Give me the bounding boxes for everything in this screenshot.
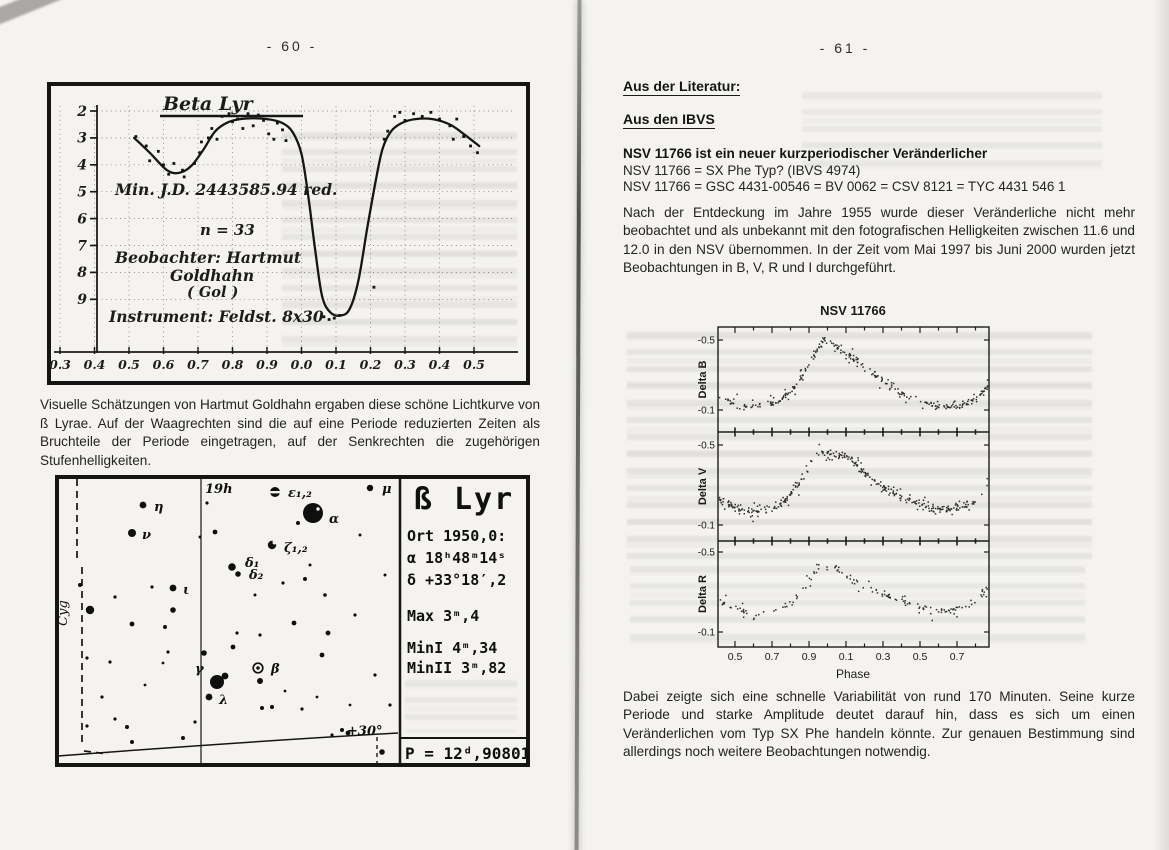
instrument-annotation: Instrument: Feldst. 8x30 <box>109 307 324 326</box>
nsv-x-tick-label: 0.5 <box>727 651 743 663</box>
star-dot <box>231 645 236 650</box>
nsv-x-tick-label: 0.7 <box>764 651 780 663</box>
minimum-annotation: Min. J.D. 2443585.94 red. <box>115 180 338 199</box>
star-dot <box>181 736 185 740</box>
n-annotation: n = 33 <box>200 221 255 239</box>
beta-y-tick-label: 7 <box>77 238 87 255</box>
page-number-right: - 61 - <box>819 40 871 56</box>
star-dot <box>206 694 213 701</box>
star-dot <box>257 678 263 684</box>
star-labels <box>142 482 392 739</box>
star-name: ß Lyr <box>413 482 515 517</box>
page-61 <box>582 0 1169 850</box>
star-dot <box>367 485 373 491</box>
beta-x-tick-label: 0.0 <box>290 357 313 372</box>
plot-frame <box>718 327 989 647</box>
star-dot <box>166 650 169 653</box>
beta-x-tick-label: 0.5 <box>463 357 485 372</box>
beta-x-tick-label: 0.8 <box>221 357 244 372</box>
star-dot <box>300 707 303 710</box>
star-dot <box>113 595 116 598</box>
star-dot <box>349 704 352 707</box>
nsv-11766-figure <box>697 298 997 690</box>
beta-x-tick-label: 0.9 <box>256 357 278 372</box>
beta-y-tick-label: 9 <box>77 292 87 309</box>
star-dot <box>170 585 177 592</box>
beta-y-tick-label: 8 <box>77 265 87 282</box>
star-dot <box>303 503 323 523</box>
star-dot <box>85 656 88 659</box>
star-dot <box>205 501 208 504</box>
nsv-panel-ylabel: Delta R <box>697 575 709 613</box>
constellation-label-cyg: Cyg <box>56 600 71 626</box>
beta-lyr-lightcurve-figure <box>47 82 530 385</box>
max-line: Max 3ᵐ,4 <box>407 607 480 625</box>
epsilon-star-slash <box>269 491 282 493</box>
beta-lyr-finder-chart-figure <box>55 475 530 767</box>
star-dot <box>130 740 134 744</box>
beta-lyr-finder-chart <box>55 475 530 767</box>
star-dot <box>296 521 300 525</box>
star-dot <box>78 583 82 587</box>
section-heading-ibvs <box>623 111 715 129</box>
star-label: ζ₁,₂ <box>284 541 308 556</box>
star-label: λ <box>219 693 229 708</box>
figure-caption: Visuelle Schätzungen von Hartmut Goldhahn ergaben diese schöne Lichtkurve von ß Lyrae. Auf der Waagrechten sind die auf eine Periode reduzierten Zeiten als Bruchteile der Periode eingetragen, auf der Senkrechten die zugehörigen Stufenhelligkeiten. <box>40 397 541 468</box>
star-dot <box>309 564 312 567</box>
beta-grid <box>49 104 518 372</box>
page-number-left: - 60 - <box>266 38 318 54</box>
nsv-x-tick-label: 0.9 <box>801 651 817 663</box>
star-dot <box>260 706 264 710</box>
constellation-boundary-dashed <box>77 479 108 754</box>
nsv-x-tick-label: 0.5 <box>912 651 928 663</box>
variable-star-dot-beta <box>256 666 260 670</box>
article-paragraph-2: Dabei zeigte sich eine schnelle Variabilität von rund 170 Minuten. Seine kurze Periode und starke Amplitude deutet darauf hin, dass es sich um einen Veränderlichen vom Typ SX Phe handeln könnte. Zur genauen Bestimmung sind allerdings noch weitere Beobachtungen notwendig. <box>623 689 1135 759</box>
star-dot <box>388 703 391 706</box>
identification-line-1: NSV 11766 = SX Phe Typ? (IBVS 4974) <box>623 163 861 178</box>
star-dot <box>163 625 167 629</box>
star-dot <box>150 585 153 588</box>
nsv-data-points-1 <box>719 337 989 410</box>
observer-annotation: Beobachter: Hartmut <box>115 248 302 267</box>
nsv-y-tick-label: -0.5 <box>697 547 715 559</box>
beta-x-tick-label: 0.1 <box>325 357 347 372</box>
star-dot <box>162 662 165 665</box>
x-axis-label: Phase <box>835 667 871 681</box>
star-label: δ₂ <box>249 568 264 583</box>
identification-line-2: NSV 11766 = GSC 4431-00546 = BV 0062 = CSV 8121 = TYC 4431 546 1 <box>623 179 1066 194</box>
star-label: ν <box>142 528 152 543</box>
nsv-x-tick-label: 0.1 <box>838 651 854 663</box>
star-dot <box>258 633 261 636</box>
nsv-panel-ylabel: Delta B <box>697 360 709 399</box>
star-dot <box>330 733 333 736</box>
nsv-y-tick-label: -0.5 <box>697 440 715 452</box>
beta-y-tick-label: 4 <box>77 157 87 174</box>
star-dot <box>292 621 297 626</box>
ra-line: α 18ʰ48ᵐ14ˢ <box>407 549 507 567</box>
nsv-data-points-3 <box>720 564 988 621</box>
star-dot <box>235 571 241 577</box>
observer-annotation-3: ( Gol ) <box>187 284 239 301</box>
star-dot <box>326 631 331 636</box>
star-dot <box>222 673 229 680</box>
period-line: P = 12ᵈ,90801 <box>405 744 530 763</box>
star-dot <box>100 695 103 698</box>
star-label: ε₁,₂ <box>288 486 312 501</box>
chart-body <box>697 327 989 663</box>
page-60 <box>0 0 577 850</box>
star-dot <box>144 684 147 687</box>
star-dot <box>128 529 136 537</box>
nsv-data-points-2 <box>719 444 988 522</box>
star-dot <box>213 530 218 535</box>
beta-x-tick-label: 0.7 <box>187 357 209 372</box>
star-dot <box>125 725 129 729</box>
nsv-x-tick-label: 0.7 <box>949 651 965 663</box>
star-dot <box>235 631 238 634</box>
zeta-star-notch <box>273 541 277 545</box>
beta-x-tick-label: 0.5 <box>118 357 140 372</box>
star-label: α <box>329 512 340 527</box>
nsv-y-tick-label: -0.1 <box>697 627 715 639</box>
star-dot <box>340 728 344 732</box>
star-dot <box>359 534 362 537</box>
dec-line: δ +33°18′,2 <box>407 571 507 589</box>
star-dot <box>373 673 376 676</box>
beta-lyr-lightcurve-chart <box>47 82 530 385</box>
star-label: γ <box>195 662 204 677</box>
chart-title: Beta Lyr <box>163 93 253 115</box>
star-dot <box>86 606 94 614</box>
beta-x-tick-label: 0.3 <box>49 357 71 372</box>
star-dot <box>170 607 176 613</box>
section-heading-literatur-text: Aus der Literatur: <box>623 78 741 94</box>
chart-title: NSV 11766 <box>820 303 886 318</box>
beta-y-tick-label: 5 <box>77 184 87 201</box>
article-paragraph-1: Nach der Entdeckung im Jahre 1955 wurde dieser Veränderliche nicht mehr beobachtet und als unbekannt mit den fotografischen Helligkeiten zwischen 11.6 und 12.0 in den NSV übernommen. In der Zeit vom Mai 1997 bis Juni 2000 wurden jetzt Beobachtungen in B, V, R und I durchgeführt. <box>623 205 1135 275</box>
min2-line: MinII 3ᵐ,82 <box>407 659 507 677</box>
star-dot <box>193 720 196 723</box>
nsv-x-tick-label: 0.3 <box>875 651 891 663</box>
min1-line: MinI 4ᵐ,34 <box>407 639 498 657</box>
star-dot <box>303 577 307 581</box>
star-dot <box>108 660 111 663</box>
star-dot <box>379 749 385 755</box>
star-label: +30° <box>347 724 383 739</box>
beta-x-tick-label: 0.3 <box>394 357 416 372</box>
nsv-y-tick-label: -0.1 <box>697 405 715 417</box>
star-label: η <box>154 500 164 515</box>
star-dot <box>140 502 147 509</box>
beta-y-tick-label: 6 <box>77 211 87 228</box>
nsv-11766-phase-chart <box>697 298 997 690</box>
star-dot <box>284 690 287 693</box>
star-dot <box>316 696 319 699</box>
beta-lightcurve-line <box>134 118 479 315</box>
star-dot <box>85 724 88 727</box>
alpha-star-notch <box>316 507 319 510</box>
star-dot <box>320 653 325 658</box>
star-dot <box>323 593 327 597</box>
star-dot <box>353 613 356 616</box>
nsv-panel-ylabel: Delta V <box>697 467 709 506</box>
star-label: ι <box>183 583 190 598</box>
star-label: δ₁ <box>245 556 260 571</box>
star-dot <box>384 574 387 577</box>
star-label: β <box>271 662 280 677</box>
star-dot <box>113 717 116 720</box>
beta-y-tick-label: 2 <box>77 103 87 120</box>
section-heading-ibvs-text: Aus den IBVS <box>623 111 715 127</box>
star-dots <box>78 485 392 755</box>
star-dot <box>201 650 207 656</box>
beta-x-tick-label: 0.4 <box>428 357 451 372</box>
star-dot <box>254 594 257 597</box>
beta-y-tick-label: 3 <box>77 130 87 147</box>
observer-annotation-2: Goldhahn <box>170 266 255 285</box>
beta-x-tick-label: 0.4 <box>83 357 106 372</box>
section-heading-literatur <box>623 78 740 96</box>
star-dot <box>281 581 284 584</box>
article-headline: NSV 11766 ist ein neuer kurzperiodischer Veränderlicher <box>623 146 988 161</box>
nsv-y-tick-label: -0.1 <box>697 520 715 532</box>
beta-x-tick-label: 0.6 <box>152 357 175 372</box>
star-dot <box>270 705 274 709</box>
epoch-line: Ort 1950,0: <box>407 527 507 545</box>
star-dot <box>228 563 236 571</box>
star-dot <box>199 536 202 539</box>
star-label: 19h <box>205 482 233 497</box>
star-label: μ <box>382 482 392 497</box>
beta-x-tick-label: 0.2 <box>359 357 382 372</box>
star-dot <box>130 622 135 627</box>
nsv-y-tick-label: -0.5 <box>697 335 715 347</box>
